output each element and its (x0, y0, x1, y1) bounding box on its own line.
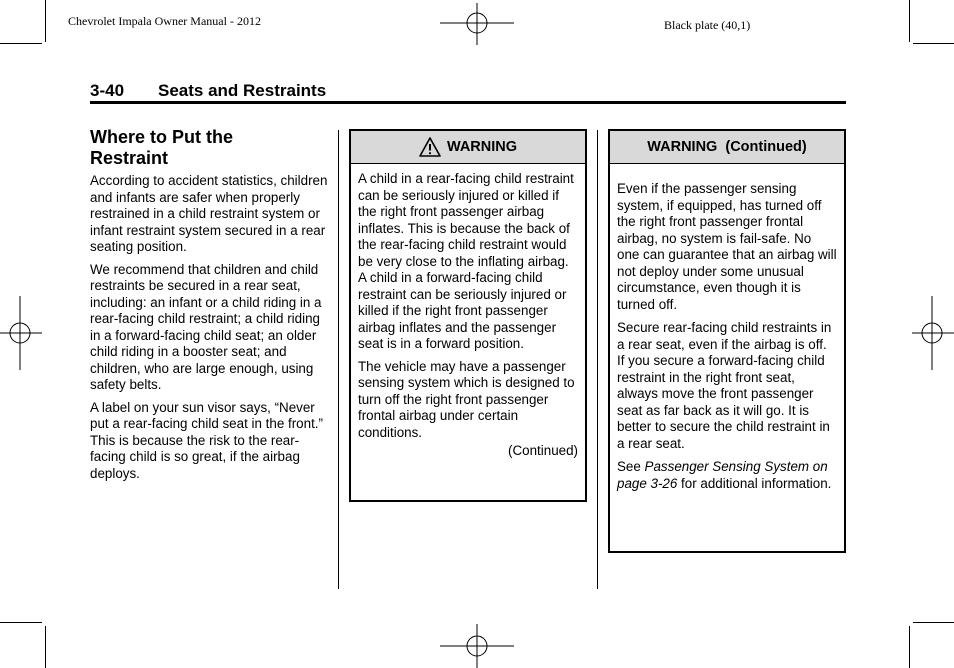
registration-mark-icon (440, 3, 514, 45)
crop-mark (909, 0, 910, 42)
registration-mark-icon (0, 296, 42, 370)
section-divider (90, 101, 846, 104)
registration-mark-icon (440, 624, 514, 668)
crop-mark (45, 0, 46, 42)
plate-label: Black plate (40,1) (664, 18, 751, 32)
registration-mark-icon (912, 296, 954, 370)
crop-mark (0, 43, 42, 44)
crop-mark (913, 622, 954, 623)
crop-mark (909, 626, 910, 668)
paragraph: According to accident statistics, children and infants are safer when properly restrained in a child restraint system or infant restraint system secured in a rear seating position. (90, 173, 328, 254)
heading-line: Where to Put the (90, 127, 233, 147)
warning-box (349, 129, 587, 502)
crop-mark (45, 626, 46, 668)
warning-continued-title: WARNING (Continued) (647, 139, 807, 155)
heading-line: Restraint (90, 148, 169, 168)
crop-mark (0, 622, 42, 623)
see-suffix: for additional information. (677, 475, 832, 491)
section-title: Seats and Restraints (158, 81, 327, 100)
paragraph: We recommend that children and child restraints be secured in a rear seat, including: an infant or a child riding in a rear-facing child restraint; a child riding in a forward-facing child seat; an older child riding in a booster seat; and children, who are large enough, using safety belts. (90, 261, 322, 392)
column-divider (597, 130, 598, 589)
cross-reference-link[interactable]: Passenger Sensing System on page 3-26 (617, 459, 828, 491)
page-number: 3-40 (90, 81, 125, 100)
warning-title: WARNING (446, 139, 518, 155)
warning-paragraph: Secure rear-facing child restraints in a rear seat, even if the airbag is off. If you secure a forward-facing child restraint in the right front seat, always move the front passenger seat as far back as it will go. It is better to secure the child restraint in a rear seat. (617, 320, 832, 451)
warning-triangle-icon (419, 137, 441, 157)
see-prefix: See (617, 459, 645, 474)
column-divider (338, 130, 339, 589)
warning-paragraph: A child in a rear-facing child restraint can be seriously injured or killed if the right front passenger airbag inflates. This is because the back of the rear-facing child restraint would be very close to the inflating airbag. A child in a forward-facing child restraint can be seriously injured or killed if the right front passenger airbag inflates and the passenger seat is in a forward position. (358, 171, 574, 351)
main-column (90, 127, 330, 488)
continued-label: (Continued) (508, 443, 578, 458)
paragraph: A label on your sun visor says, “Never put a rear-facing child seat in the front.” This is because the risk to the rear-facing child is so great, if the airbag deploys. (90, 399, 323, 481)
manual-title: Chevrolet Impala Owner Manual - 2012 (68, 14, 261, 28)
crop-mark (913, 43, 954, 44)
cross-reference (617, 459, 837, 492)
warning-paragraph: Even if the passenger sensing system, if equipped, has turned off the right front passenger frontal airbag, no system is fail-safe. No one can guarantee that an airbag will not deploy under some unusual circumstance, even though it is turned off. (617, 181, 837, 312)
warning-paragraph: The vehicle may have a passenger sensing system which is designed to turn off the right front passenger frontal airbag under certain conditions. (358, 358, 575, 440)
warning-header (351, 131, 585, 164)
article-heading (90, 127, 330, 169)
warning-continued-box (608, 129, 846, 553)
warning-continued-header (610, 131, 844, 164)
